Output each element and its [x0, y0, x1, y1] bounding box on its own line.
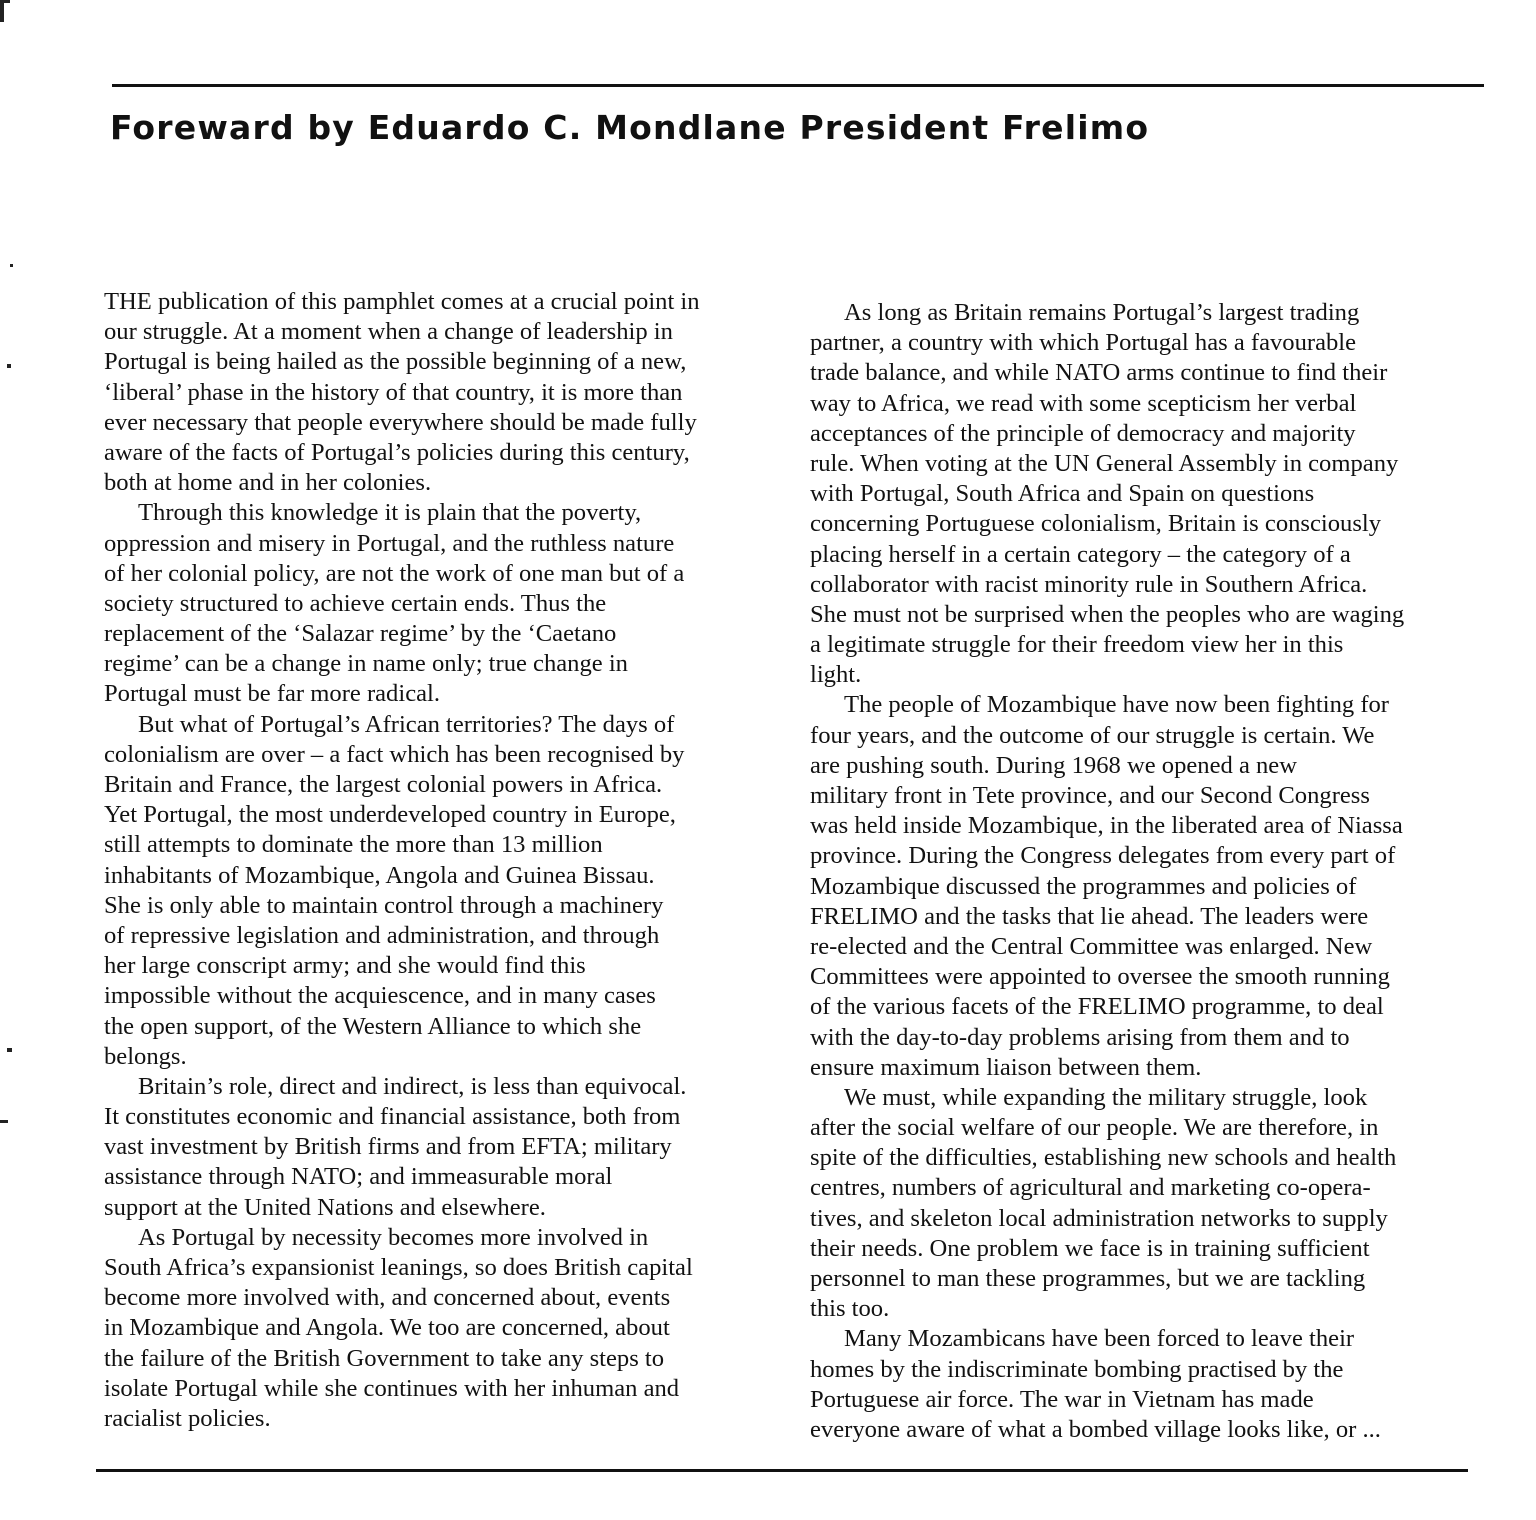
text-line: colonialism are over – a fact which has been recognised by: [104, 740, 685, 768]
right-column: [810, 298, 1495, 1445]
text-line: become more involved with, and concerned about, events: [104, 1284, 671, 1312]
text-line: rule. When voting at the UN General Assembly in company: [810, 449, 1399, 477]
text-line: spite of the difficulties, establishing new schools and health: [810, 1144, 1397, 1172]
text-line: tives, and skeleton local administration networks to supply: [810, 1204, 1388, 1232]
text-line: She is only able to maintain control through a machinery: [104, 891, 664, 919]
text-line: Britain and France, the largest colonial powers in Africa.: [104, 771, 663, 798]
text-line: everyone aware of what a bombed village looks like, or ...: [810, 1415, 1381, 1443]
text-line: with the day-to-day problems arising from them and to: [810, 1023, 1350, 1051]
text-line: personnel to man these programmes, but we are tackling: [810, 1265, 1366, 1292]
text-line: partner, a country with which Portugal has a favourable: [810, 329, 1357, 357]
text-line: trade balance, and while NATO arms continue to find their: [810, 359, 1388, 387]
text-line: are pushing south. During 1968 we opened a new: [810, 751, 1297, 779]
text-line: in Mozambique and Angola. We too are concerned, about: [104, 1314, 670, 1342]
text-line: the open support, of the Western Alliance to which she: [104, 1012, 642, 1040]
text-line: aware of the facts of Portugal’s policies during this century,: [104, 438, 690, 466]
text-line: belongs.: [104, 1042, 187, 1070]
paragraph-start-line: As Portugal by necessity becomes more involved in: [138, 1223, 649, 1251]
corner-scan-mark: [0, 0, 10, 3]
top-rule: [112, 84, 1484, 87]
text-line: the failure of the British Government to take any steps to: [104, 1344, 665, 1372]
text-line: regime’ can be a change in name only; true change in: [104, 650, 628, 678]
text-line: still attempts to dominate the more than 13 million: [104, 831, 603, 859]
corner-scan-mark: [0, 0, 4, 22]
text-line: their needs. One problem we face is in training sufficient: [810, 1234, 1370, 1262]
text-line: homes by the indiscriminate bombing practised by the: [810, 1355, 1344, 1383]
text-line: placing herself in a certain category – the category of a: [810, 540, 1351, 568]
text-line: THE publication of this pamphlet comes at a crucial point in: [104, 288, 700, 315]
text-line: ‘liberal’ phase in the history of that country, it is more than: [104, 378, 683, 406]
paragraph-start-line: We must, while expanding the military struggle, look: [844, 1083, 1368, 1111]
text-line: FRELIMO and the tasks that lie ahead. The leaders were: [810, 902, 1369, 930]
text-line: She must not be surprised when the peoples who are waging: [810, 600, 1405, 628]
text-line: Committees were appointed to oversee the smooth running: [810, 963, 1390, 991]
text-line: with Portugal, South Africa and Spain on questions: [810, 480, 1315, 508]
text-line: ever necessary that people everywhere should be made fully: [104, 408, 697, 436]
text-line: assistance through NATO; and immeasurable moral: [104, 1163, 613, 1191]
text-line: acceptances of the principle of democracy and majority: [810, 419, 1356, 447]
text-line: of the various facets of the FRELIMO programme, to deal: [810, 993, 1384, 1021]
text-line: was held inside Mozambique, in the liberated area of Niassa: [810, 812, 1403, 840]
text-line: both at home and in her colonies.: [104, 469, 432, 497]
paragraph-start-line: But what of Portugal’s African territories? The days of: [138, 710, 675, 738]
text-line: society structured to achieve certain ends. Thus the: [104, 589, 607, 617]
text-line: inhabitants of Mozambique, Angola and Guinea Bissau.: [104, 861, 655, 889]
text-line: Portuguese air force. The war in Vietnam has made: [810, 1385, 1314, 1413]
page-title: Foreward by Eduardo C. Mondlane President Frelimo: [110, 108, 1150, 147]
margin-dot: [10, 264, 13, 267]
text-line: concerning Portuguese colonialism, Britain is consciously: [810, 510, 1382, 538]
text-line: vast investment by British firms and from EFTA; military: [104, 1133, 672, 1161]
text-line: re-elected and the Central Committee was enlarged. New: [810, 932, 1373, 960]
paragraph-start-line: Through this knowledge it is plain that the poverty,: [138, 499, 642, 527]
text-line: collaborator with racist minority rule in Southern Africa.: [810, 570, 1368, 598]
text-line: centres, numbers of agricultural and marketing co-opera-: [810, 1174, 1371, 1202]
margin-dot: [7, 1048, 12, 1052]
text-line: ensure maximum liaison between them.: [810, 1053, 1202, 1081]
text-line: replacement of the ‘Salazar regime’ by the ‘Caetano: [104, 620, 617, 648]
text-line: South Africa’s expansionist leanings, so does British capital: [104, 1254, 693, 1281]
text-line: a legitimate struggle for their freedom view her in this: [810, 631, 1344, 659]
text-line: four years, and the outcome of our struggle is certain. We: [810, 721, 1375, 749]
text-line: province. During the Congress delegates from every part of: [810, 842, 1396, 870]
text-line: isolate Portugal while she continues with her inhuman and: [104, 1374, 680, 1402]
margin-dot: [7, 364, 11, 368]
paragraph-start-line: The people of Mozambique have now been fighting for: [844, 691, 1389, 719]
text-line: her large conscript army; and she would find this: [104, 952, 586, 980]
text-line: Mozambique discussed the programmes and policies of: [810, 872, 1357, 900]
paragraph-start-line: As long as Britain remains Portugal’s largest trading: [844, 299, 1360, 326]
paragraph-start-line: Many Mozambicans have been forced to leave their: [844, 1325, 1355, 1353]
text-line: military front in Tete province, and our Second Congress: [810, 782, 1370, 809]
margin-dash: [0, 1120, 8, 1123]
text-line: of her colonial policy, are not the work of one man but of a: [104, 559, 685, 587]
text-line: Portugal is being hailed as the possible beginning of a new,: [104, 348, 687, 376]
text-line: of repressive legislation and administration, and through: [104, 921, 660, 949]
text-line: light.: [810, 661, 862, 689]
text-line: this too.: [810, 1295, 890, 1323]
text-line: impossible without the acquiescence, and in many cases: [104, 982, 656, 1010]
text-line: oppression and misery in Portugal, and the ruthless nature: [104, 529, 675, 557]
text-line: It constitutes economic and financial assistance, both from: [104, 1103, 681, 1131]
text-line: support at the United Nations and elsewhere.: [104, 1193, 546, 1221]
text-line: way to Africa, we read with some scepticism her verbal: [810, 389, 1357, 417]
paragraph-start-line: Britain’s role, direct and indirect, is less than equivocal.: [138, 1072, 687, 1100]
left-column: [104, 287, 789, 1434]
text-line: our struggle. At a moment when a change of leadership in: [104, 318, 673, 346]
text-line: after the social welfare of our people. We are therefore, in: [810, 1114, 1379, 1142]
text-line: Portugal must be far more radical.: [104, 680, 441, 708]
text-line: Yet Portugal, the most underdeveloped country in Europe,: [104, 801, 676, 829]
text-line: racialist policies.: [104, 1404, 271, 1432]
bottom-rule: [96, 1469, 1468, 1472]
